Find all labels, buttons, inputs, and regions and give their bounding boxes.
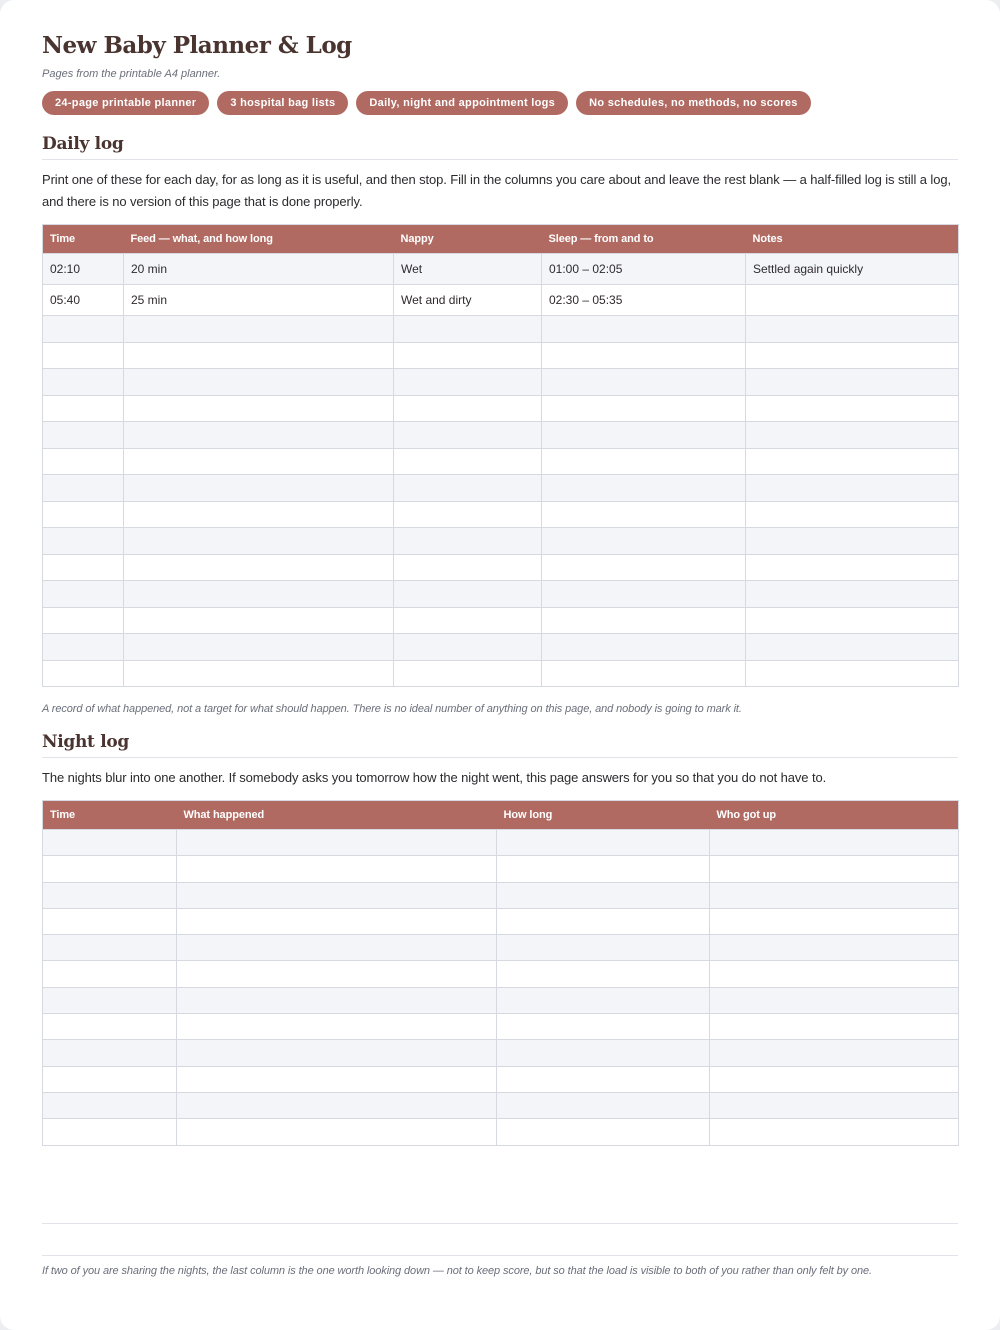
- empty-cell: [177, 1066, 497, 1092]
- empty-cell: [497, 908, 710, 934]
- empty-cell: [394, 607, 542, 634]
- table-row: [43, 501, 959, 528]
- empty-cell: [394, 316, 542, 343]
- empty-cell: [124, 660, 394, 687]
- cell-nappy: Wet: [394, 254, 542, 285]
- empty-cell: [542, 501, 746, 528]
- empty-cell: [124, 528, 394, 555]
- empty-cell: [177, 856, 497, 882]
- table-row: [43, 607, 959, 634]
- daily-log-note: A record of what happened, not a target for what should happen. There is no ideal number of anything on this page, and nobody is going to mark it.: [42, 703, 742, 715]
- empty-cell: [43, 448, 124, 475]
- empty-cell: [746, 316, 959, 343]
- table-row: [43, 1040, 959, 1066]
- empty-cell: [394, 475, 542, 502]
- night-log-intro: The nights blur into one another. If somebody asks you tomorrow how the night went, this page answers for you so that you do not have to.: [42, 770, 827, 785]
- empty-cell: [710, 1040, 959, 1066]
- empty-cell: [124, 501, 394, 528]
- empty-cell: [177, 1014, 497, 1040]
- empty-cell: [710, 1119, 959, 1145]
- column-header-what-happened: What happened: [177, 801, 497, 830]
- empty-cell: [542, 422, 746, 449]
- empty-cell: [124, 634, 394, 661]
- table-header-row: [43, 801, 959, 830]
- empty-cell: [710, 908, 959, 934]
- empty-cell: [746, 395, 959, 422]
- column-header-time: Time: [43, 801, 177, 830]
- empty-cell: [710, 1092, 959, 1118]
- empty-cell: [542, 369, 746, 396]
- table-row: [43, 961, 959, 987]
- page-title: New Baby Planner & Log: [42, 32, 352, 59]
- table-row: [43, 987, 959, 1013]
- empty-cell: [710, 830, 959, 856]
- empty-cell: [746, 501, 959, 528]
- daily-log-intro: Print one of these for each day, for as long as it is useful, and then stop. Fill in the columns you care about and leave the rest blank — a half-filled log is still a log, and there is no version of this page that is done properly.: [42, 172, 951, 209]
- empty-cell: [746, 422, 959, 449]
- cell-feed: 20 min: [124, 254, 394, 285]
- empty-cell: [394, 422, 542, 449]
- empty-cell: [497, 961, 710, 987]
- empty-cell: [124, 554, 394, 581]
- empty-cell: [497, 856, 710, 882]
- table-header-row: [43, 225, 959, 254]
- empty-cell: [43, 528, 124, 555]
- empty-cell: [43, 1119, 177, 1145]
- empty-cell: [177, 882, 497, 908]
- empty-cell: [746, 660, 959, 687]
- column-header-who-got-up: Who got up: [710, 801, 959, 830]
- empty-cell: [746, 634, 959, 661]
- empty-cell: [124, 475, 394, 502]
- empty-cell: [542, 475, 746, 502]
- empty-cell: [43, 607, 124, 634]
- table-row: [43, 395, 959, 422]
- empty-cell: [542, 528, 746, 555]
- table-row: [43, 830, 959, 856]
- empty-cell: [394, 395, 542, 422]
- table-row: [43, 1066, 959, 1092]
- column-header-how-long: How long: [497, 801, 710, 830]
- empty-cell: [394, 554, 542, 581]
- table-row: [43, 316, 959, 343]
- empty-cell: [497, 1092, 710, 1118]
- column-header-nappy: Nappy: [394, 225, 542, 254]
- empty-cell: [497, 830, 710, 856]
- empty-cell: [43, 316, 124, 343]
- table-row: [43, 935, 959, 961]
- empty-cell: [43, 501, 124, 528]
- table-row: [43, 1014, 959, 1040]
- empty-cell: [177, 961, 497, 987]
- empty-cell: [124, 369, 394, 396]
- table-row: [43, 475, 959, 502]
- empty-cell: [746, 581, 959, 608]
- column-header-notes: Notes: [746, 225, 959, 254]
- feature-pill: 3 hospital bag lists: [217, 91, 348, 115]
- night-log-table: [42, 800, 959, 1146]
- empty-cell: [542, 581, 746, 608]
- table-row: [43, 1092, 959, 1118]
- empty-cell: [43, 475, 124, 502]
- empty-cell: [394, 342, 542, 369]
- table-row: [43, 634, 959, 661]
- empty-cell: [710, 1014, 959, 1040]
- table-row: [43, 908, 959, 934]
- cell-sleep: 02:30 – 05:35: [542, 285, 746, 316]
- column-header-sleep: Sleep — from and to: [542, 225, 746, 254]
- empty-cell: [43, 422, 124, 449]
- empty-cell: [124, 607, 394, 634]
- empty-cell: [177, 908, 497, 934]
- empty-cell: [43, 395, 124, 422]
- empty-cell: [43, 908, 177, 934]
- column-header-time: Time: [43, 225, 124, 254]
- empty-cell: [710, 882, 959, 908]
- empty-cell: [746, 554, 959, 581]
- cell-feed: 25 min: [124, 285, 394, 316]
- cell-notes: [746, 285, 959, 316]
- empty-cell: [394, 634, 542, 661]
- empty-cell: [746, 528, 959, 555]
- empty-cell: [394, 528, 542, 555]
- empty-cell: [394, 501, 542, 528]
- empty-cell: [542, 607, 746, 634]
- empty-cell: [394, 369, 542, 396]
- table-row: [43, 882, 959, 908]
- empty-cell: [746, 369, 959, 396]
- empty-cell: [177, 1040, 497, 1066]
- empty-cell: [497, 1014, 710, 1040]
- empty-cell: [177, 1092, 497, 1118]
- table-row: [43, 422, 959, 449]
- empty-cell: [542, 316, 746, 343]
- empty-cell: [43, 342, 124, 369]
- empty-cell: [710, 961, 959, 987]
- empty-cell: [177, 1119, 497, 1145]
- empty-cell: [710, 856, 959, 882]
- empty-cell: [394, 448, 542, 475]
- empty-cell: [542, 660, 746, 687]
- empty-cell: [43, 830, 177, 856]
- writing-line: [42, 1192, 958, 1224]
- empty-cell: [124, 316, 394, 343]
- empty-cell: [124, 342, 394, 369]
- blank-lines: [42, 1192, 958, 1256]
- feature-pills: [42, 91, 958, 115]
- cell-nappy: Wet and dirty: [394, 285, 542, 316]
- empty-cell: [43, 1014, 177, 1040]
- empty-cell: [124, 395, 394, 422]
- empty-cell: [394, 581, 542, 608]
- empty-cell: [497, 1066, 710, 1092]
- empty-cell: [542, 448, 746, 475]
- empty-cell: [710, 1066, 959, 1092]
- empty-cell: [124, 581, 394, 608]
- empty-cell: [43, 554, 124, 581]
- table-row: [43, 528, 959, 555]
- empty-cell: [710, 987, 959, 1013]
- empty-cell: [746, 607, 959, 634]
- empty-cell: [542, 342, 746, 369]
- empty-cell: [394, 660, 542, 687]
- empty-cell: [43, 987, 177, 1013]
- empty-cell: [746, 448, 959, 475]
- writing-line: [42, 1224, 958, 1256]
- empty-cell: [43, 660, 124, 687]
- empty-cell: [124, 422, 394, 449]
- daily-log-table: [42, 224, 959, 687]
- empty-cell: [746, 342, 959, 369]
- empty-cell: [43, 935, 177, 961]
- empty-cell: [542, 554, 746, 581]
- feature-pill: Daily, night and appointment logs: [356, 91, 568, 115]
- cell-time: 05:40: [43, 285, 124, 316]
- table-row: [43, 254, 959, 285]
- cell-sleep: 01:00 – 02:05: [542, 254, 746, 285]
- empty-cell: [43, 856, 177, 882]
- empty-cell: [177, 830, 497, 856]
- empty-cell: [497, 1119, 710, 1145]
- empty-cell: [497, 1040, 710, 1066]
- table-row: [43, 660, 959, 687]
- feature-pill: 24-page printable planner: [42, 91, 209, 115]
- feature-pill: No schedules, no methods, no scores: [576, 91, 811, 115]
- table-row: [43, 448, 959, 475]
- cell-time: 02:10: [43, 254, 124, 285]
- empty-cell: [746, 475, 959, 502]
- empty-cell: [124, 448, 394, 475]
- empty-cell: [710, 935, 959, 961]
- empty-cell: [43, 1092, 177, 1118]
- empty-cell: [177, 987, 497, 1013]
- table-row: [43, 342, 959, 369]
- column-header-feed: Feed — what, and how long: [124, 225, 394, 254]
- empty-cell: [43, 369, 124, 396]
- empty-cell: [43, 581, 124, 608]
- table-row: [43, 1119, 959, 1145]
- empty-cell: [542, 634, 746, 661]
- empty-cell: [542, 395, 746, 422]
- empty-cell: [497, 987, 710, 1013]
- empty-cell: [177, 935, 497, 961]
- empty-cell: [497, 935, 710, 961]
- table-row: [43, 856, 959, 882]
- table-row: [43, 581, 959, 608]
- empty-cell: [497, 882, 710, 908]
- cell-notes: Settled again quickly: [746, 254, 959, 285]
- table-row: [43, 285, 959, 316]
- empty-cell: [43, 634, 124, 661]
- daily-log-heading: Daily log: [42, 134, 958, 160]
- night-log-note: If two of you are sharing the nights, the last column is the one worth looking down — not to keep score, but so that the load is visible to both of you rather than only felt by one.: [42, 1264, 873, 1277]
- empty-cell: [43, 882, 177, 908]
- table-row: [43, 554, 959, 581]
- empty-cell: [43, 1066, 177, 1092]
- page-subtitle: Pages from the printable A4 planner.: [42, 68, 221, 80]
- table-row: [43, 369, 959, 396]
- night-log-heading: Night log: [42, 732, 958, 758]
- empty-cell: [43, 961, 177, 987]
- empty-cell: [43, 1040, 177, 1066]
